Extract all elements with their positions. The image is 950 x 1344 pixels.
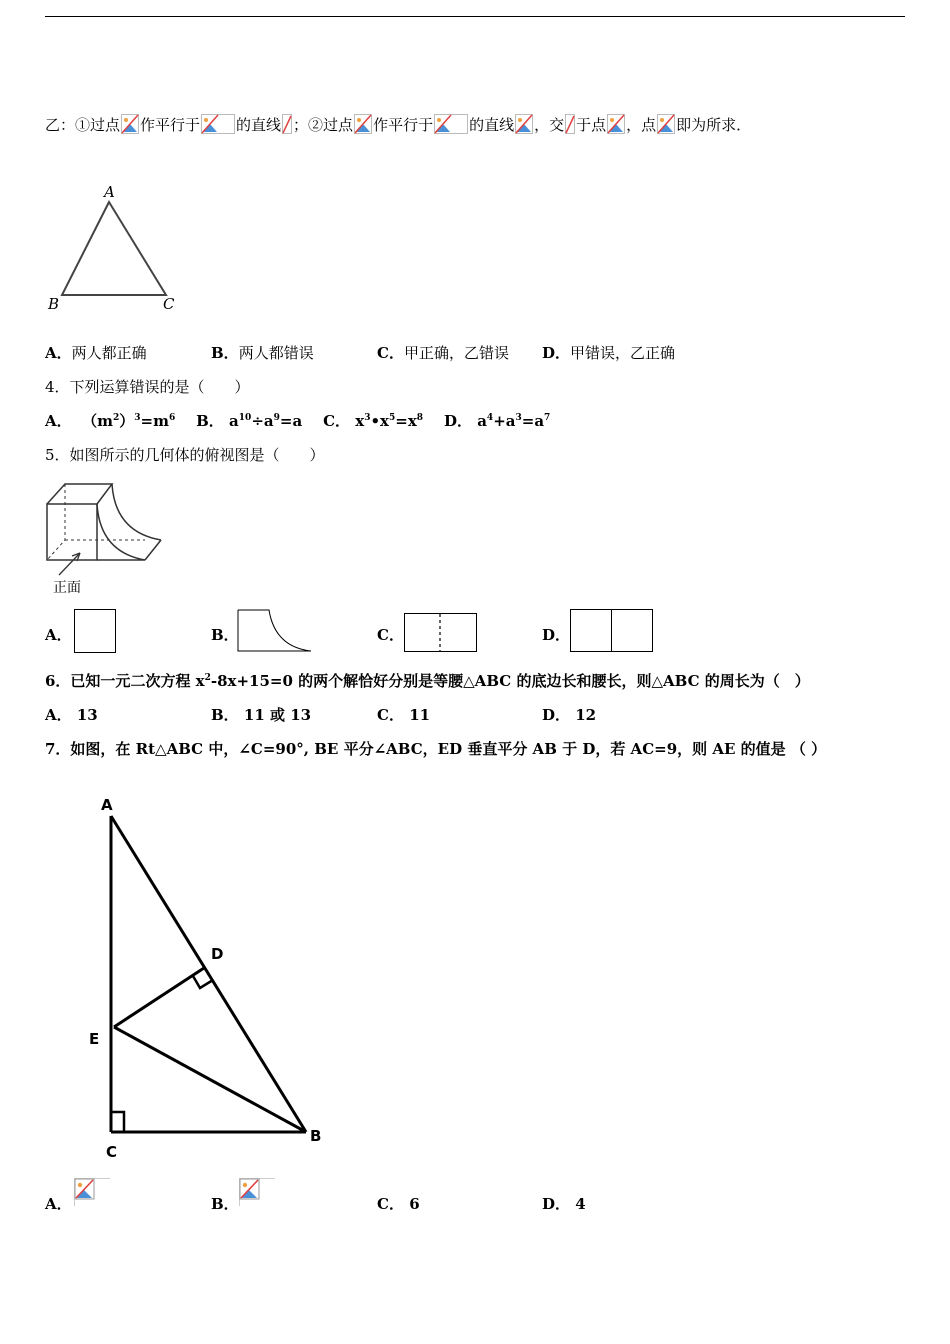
q7-option-a-key[interactable]: A． [45,1195,72,1213]
label-b: B [310,1127,322,1145]
q5-solid-figure [45,480,170,598]
q6-option-b[interactable]: B． 11 或 13 [211,706,312,724]
broken-image-icon [239,1178,275,1206]
label-a: A [104,183,115,201]
broken-image-icon [657,114,675,134]
q3-option-c[interactable]: C．甲正确，乙错误 [377,344,509,362]
q6-option-a[interactable]: A． 13 [45,706,98,724]
q6-stem: 6．已知一元二次方程 $x^2-8x+15=0$ 的两个解恰好分别是等腰△ABC 的底边长和腰长，则△ABC 的周长为（ ） [45,672,810,690]
q3-text: 乙：①过点 [45,116,121,134]
q4-option-c[interactable]: C． $x^3•x^5=x^8$ [323,412,424,430]
q5-option-a-key[interactable]: A． [45,626,72,644]
label-c: C [106,1143,118,1160]
q4-options [45,411,550,431]
broken-image-icon [515,114,533,134]
label-b: B [48,295,60,313]
q4-option-d[interactable]: D． $a^4+a^3=a^7$ [443,412,551,430]
q4-stem: 4．下列运算错误的是（ ） [45,378,250,396]
q3-yi-line: 乙：①过点 作平行于 的直线 ；②过点 作平行于 的直线 ，交 于点 ，点 即为所求． [45,116,752,134]
label-e: E [89,1030,100,1048]
q5-option-c-figure[interactable] [404,613,478,653]
q4-option-a[interactable]: A． $(m^2)^3=m^6$ [45,412,176,430]
q7-option-c[interactable]: C． 6 [377,1195,420,1213]
header-rule [45,16,905,17]
q6-option-d[interactable]: D． 12 [542,706,597,724]
q5-option-a-figure[interactable] [74,609,116,653]
q6-option-c[interactable]: C． 11 [377,706,431,724]
q7-stem: 7．如图，在 Rt△ABC 中，∠C=90°, BE 平分∠ABC，ED 垂直平分 AB 于 D，若 AC=9，则 AE 的值是 （ ） [45,740,827,758]
q5-option-d-key[interactable]: D． [542,626,571,644]
q3-triangle-figure [45,182,185,314]
q5-option-c-key[interactable]: C． [377,626,404,644]
q7-option-b-key[interactable]: B． [211,1195,239,1213]
broken-image-icon [74,1178,110,1206]
label-a: A [101,796,113,814]
q7-triangle-figure [80,790,330,1160]
q5-option-b-figure[interactable] [237,609,313,653]
front-label: 正面 [53,580,81,596]
label-c: C [163,295,175,313]
broken-image-icon [201,114,235,134]
broken-image-icon [282,114,292,134]
q3-option-d[interactable]: D．甲错误，乙正确 [542,344,676,362]
q5-stem: 5．如图所示的几何体的俯视图是（ ） [45,446,325,464]
broken-image-icon [354,114,372,134]
q3-option-a[interactable]: A．两人都正确 [45,344,147,362]
broken-image-icon [565,114,575,134]
label-d: D [211,945,224,963]
q4-option-b[interactable]: B． $a^{10}\div a^9=a$ [196,412,303,430]
q5-option-b-key[interactable]: B． [211,626,239,644]
q5-option-d-figure[interactable] [570,609,654,653]
broken-image-icon [607,114,625,134]
q7-option-d[interactable]: D． 4 [542,1195,586,1213]
q3-option-b[interactable]: B．两人都错误 [211,344,314,362]
broken-image-icon [121,114,139,134]
broken-image-icon [434,114,468,134]
